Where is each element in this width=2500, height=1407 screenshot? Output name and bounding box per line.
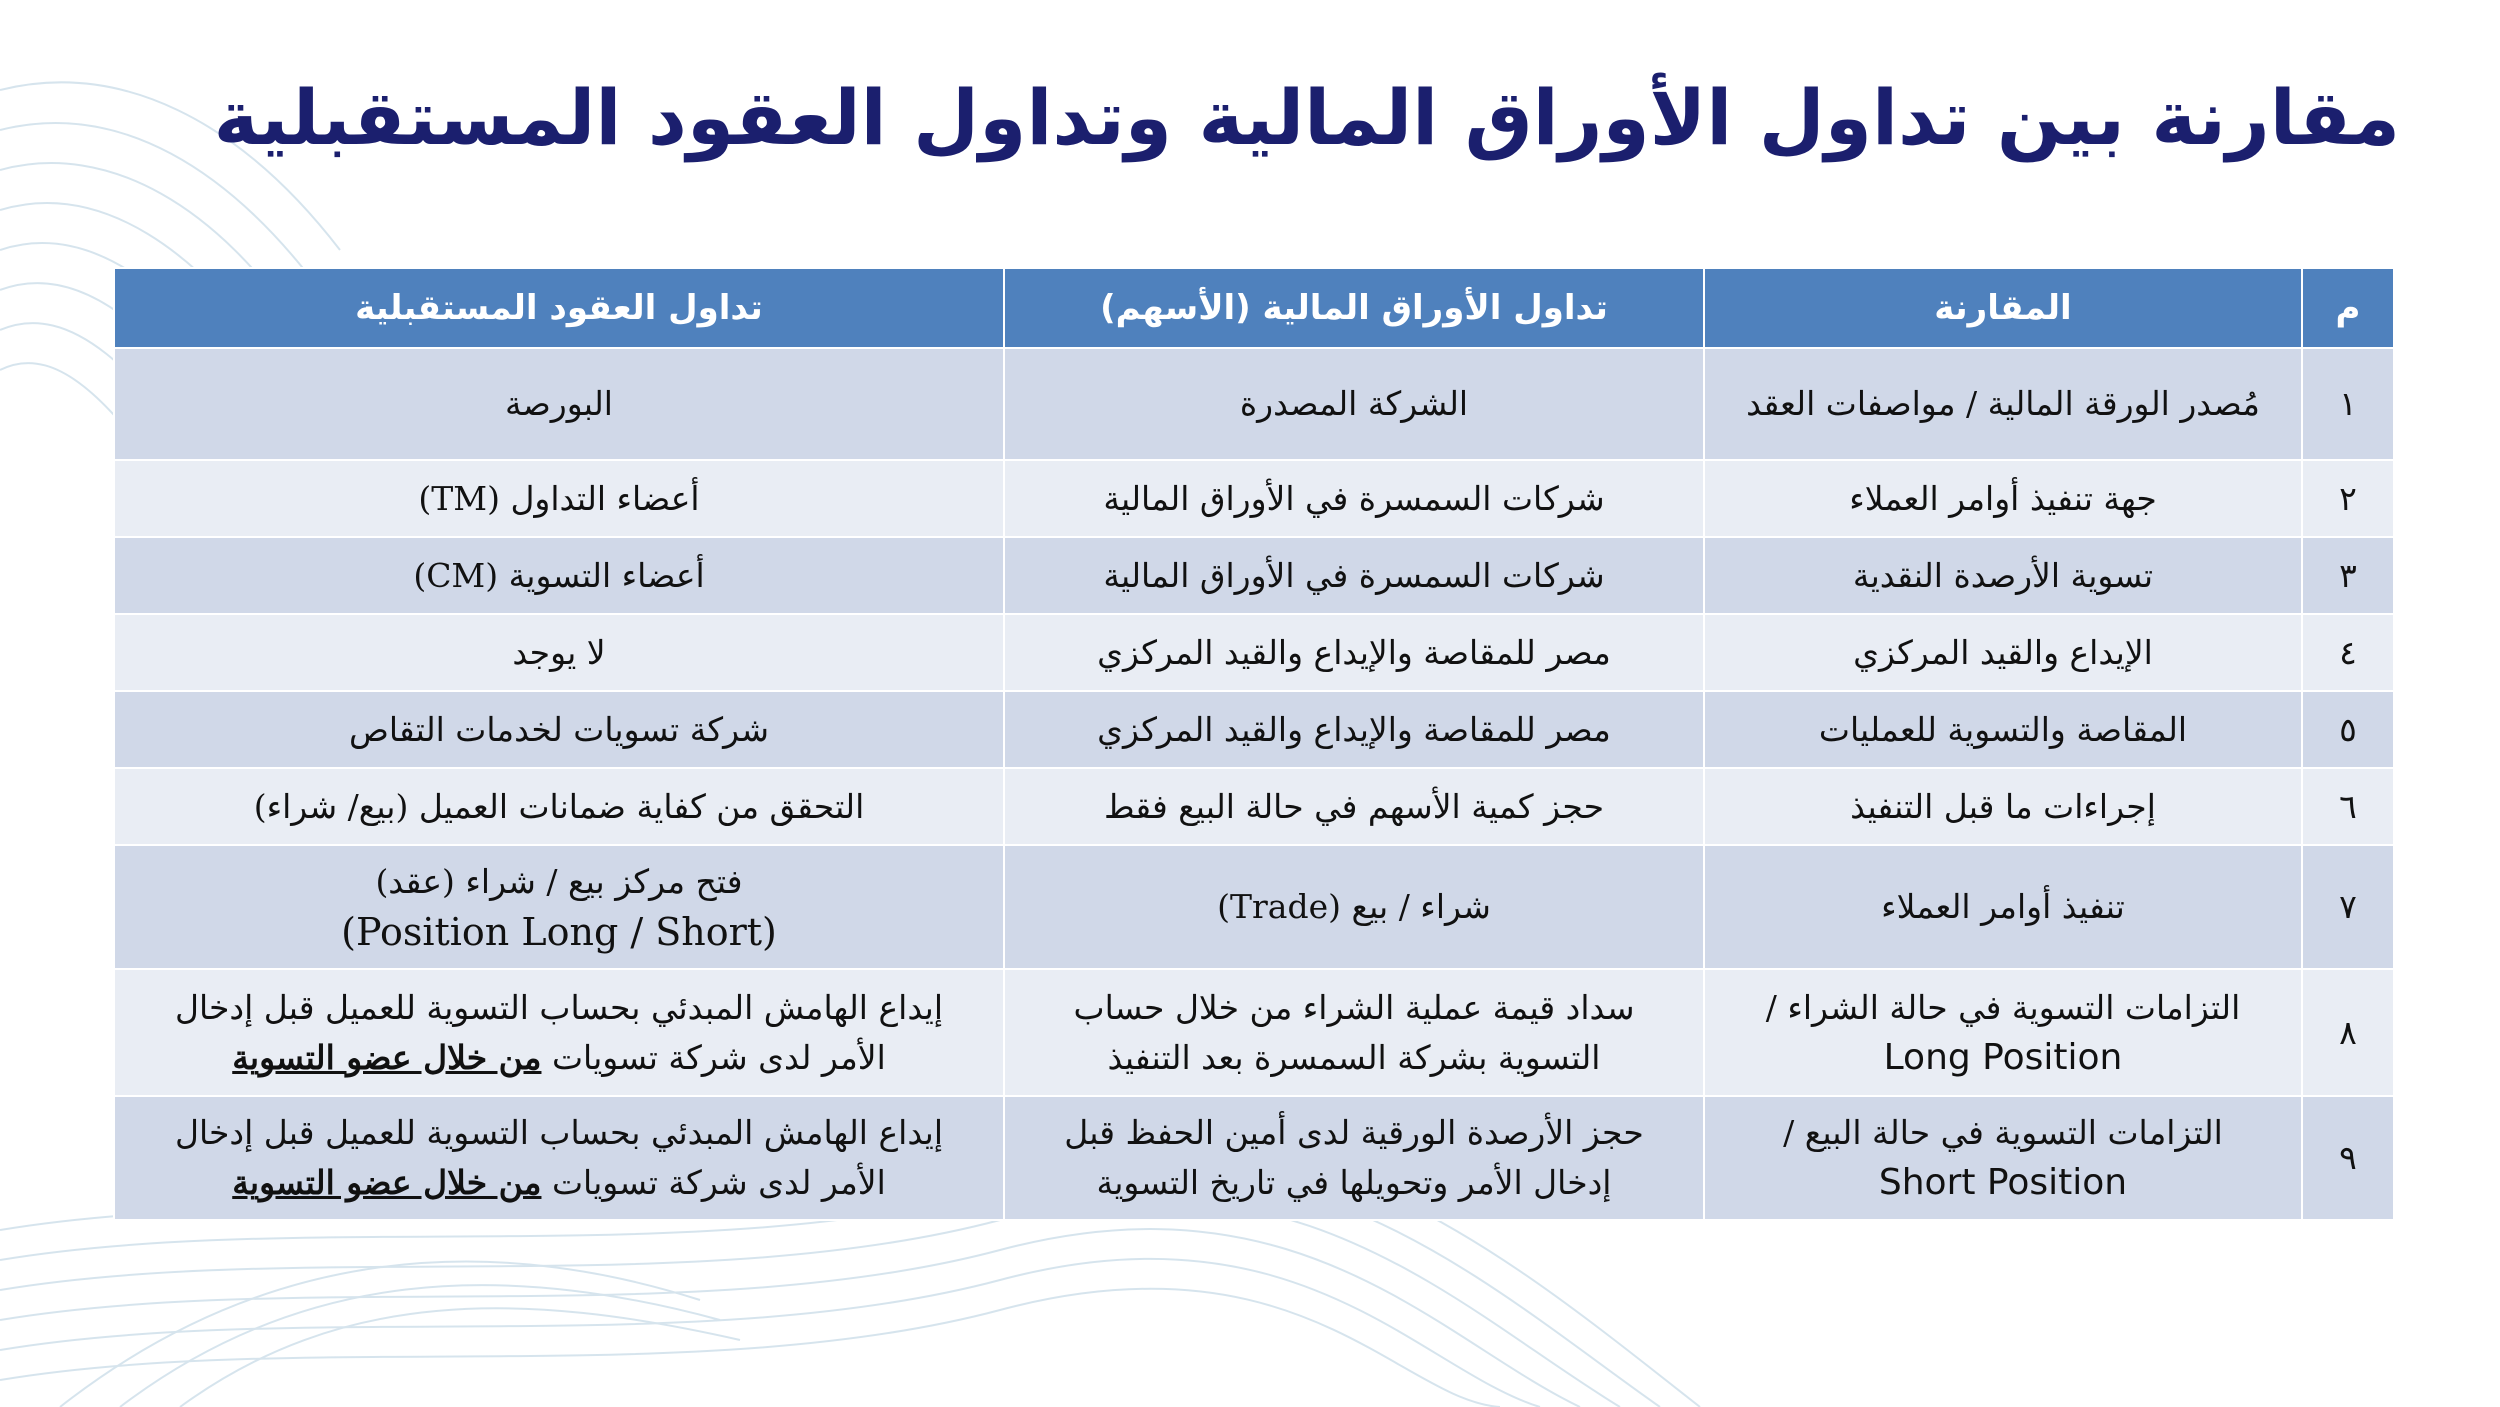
row-comparison	[1704, 969, 2302, 1096]
header-num: م	[2302, 268, 2394, 348]
row-num: ٧	[2302, 845, 2394, 969]
table-row	[114, 768, 2394, 845]
row-comparison: تسوية الأرصدة النقدية	[1704, 537, 2302, 614]
securities-line-2: التسوية بشركة السمسرة بعد التنفيذ	[1107, 1037, 1601, 1077]
securities-line-1: حجز الأرصدة الورقية لدى أمين الحفظ قبل	[1064, 1113, 1644, 1152]
row-num: ٦	[2302, 768, 2394, 845]
row-securities: الشركة المصدرة	[1004, 348, 1704, 460]
row-num: ٨	[2302, 969, 2394, 1096]
futures-line-2: (Position Long / Short)	[341, 910, 777, 954]
row-comparison: المقاصة والتسوية للعمليات	[1704, 691, 2302, 768]
row-num: ٥	[2302, 691, 2394, 768]
row-comparison: مُصدر الورقة المالية / مواصفات العقد	[1704, 348, 2302, 460]
row-futures: أعضاء التداول (TM)	[114, 460, 1004, 537]
page-title: مقارنة بين تداول الأوراق المالية وتداول العقود المستقبلية	[213, 73, 2400, 162]
table-row	[114, 969, 2394, 1096]
futures-line-1: إيداع الهامش المبدئي بحساب التسوية للعميل قبل إدخال	[174, 1113, 943, 1152]
futures-line-1: إيداع الهامش المبدئي بحساب التسوية للعميل قبل إدخال	[174, 987, 943, 1027]
row-futures	[114, 969, 1004, 1096]
futures-line-1: فتح مركز بيع / شراء (عقد)	[375, 862, 743, 901]
row-comparison: الإيداع والقيد المركزي	[1704, 614, 2302, 691]
row-comparison: إجراءات ما قبل التنفيذ	[1704, 768, 2302, 845]
comparison-line-2: Long Position	[1883, 1036, 2123, 1078]
row-num: ٣	[2302, 537, 2394, 614]
comparison-line-1: التزامات التسوية في حالة الشراء /	[1765, 987, 2241, 1027]
row-securities: حجز كمية الأسهم في حالة البيع فقط	[1004, 768, 1704, 845]
comparison-line-2: Short Position	[1878, 1162, 2128, 1203]
row-futures: التحقق من كفاية ضمانات العميل (بيع/ شراء)	[114, 768, 1004, 845]
header-comparison: المقارنة	[1704, 268, 2302, 348]
table-row	[114, 691, 2394, 768]
table-row	[114, 537, 2394, 614]
row-futures: أعضاء التسوية (CM)	[114, 537, 1004, 614]
securities-line-2: إدخال الأمر وتحويلها في تاريخ التسوية	[1096, 1163, 1612, 1202]
table-row	[114, 845, 2394, 969]
comparison-line-1: التزامات التسوية في حالة البيع /	[1783, 1113, 2223, 1152]
row-securities: مصر للمقاصة والإيداع والقيد المركزي	[1004, 614, 1704, 691]
securities-line-1: سداد قيمة عملية الشراء من خلال حساب	[1073, 987, 1635, 1027]
header-securities: تداول الأوراق المالية (الأسهم)	[1004, 268, 1704, 348]
row-securities: شركات السمسرة في الأوراق المالية	[1004, 537, 1704, 614]
futures-line-2-text: الأمر لدى شركة تسويات	[541, 1037, 886, 1077]
table-header-row	[114, 268, 2394, 348]
row-num: ٩	[2302, 1096, 2394, 1220]
futures-line-2-text: الأمر لدى شركة تسويات	[541, 1163, 886, 1202]
row-num: ٢	[2302, 460, 2394, 537]
row-securities	[1004, 1096, 1704, 1220]
table-row	[114, 348, 2394, 460]
row-securities	[1004, 969, 1704, 1096]
row-futures: البورصة	[114, 348, 1004, 460]
table-row	[114, 1096, 2394, 1220]
futures-line-2	[129, 1033, 989, 1083]
table-row	[114, 460, 2394, 537]
row-comparison	[1704, 1096, 2302, 1220]
row-futures	[114, 845, 1004, 969]
row-num: ٤	[2302, 614, 2394, 691]
row-futures: لا يوجد	[114, 614, 1004, 691]
row-futures	[114, 1096, 1004, 1220]
row-securities: شركات السمسرة في الأوراق المالية	[1004, 460, 1704, 537]
header-futures: تداول العقود المستقبلية	[114, 268, 1004, 348]
comparison-table	[113, 267, 2395, 1221]
row-comparison: جهة تنفيذ أوامر العملاء	[1704, 460, 2302, 537]
row-comparison: تنفيذ أوامر العملاء	[1704, 845, 2302, 969]
table-row	[114, 614, 2394, 691]
row-futures: شركة تسويات لخدمات التقاص	[114, 691, 1004, 768]
emphasis-text: من خلال عضو التسوية	[232, 1163, 542, 1202]
row-num: ١	[2302, 348, 2394, 460]
futures-line-2	[129, 1158, 989, 1208]
row-securities: مصر للمقاصة والإيداع والقيد المركزي	[1004, 691, 1704, 768]
row-securities: شراء / بيع (Trade)	[1004, 845, 1704, 969]
emphasis-text: من خلال عضو التسوية	[232, 1037, 542, 1077]
